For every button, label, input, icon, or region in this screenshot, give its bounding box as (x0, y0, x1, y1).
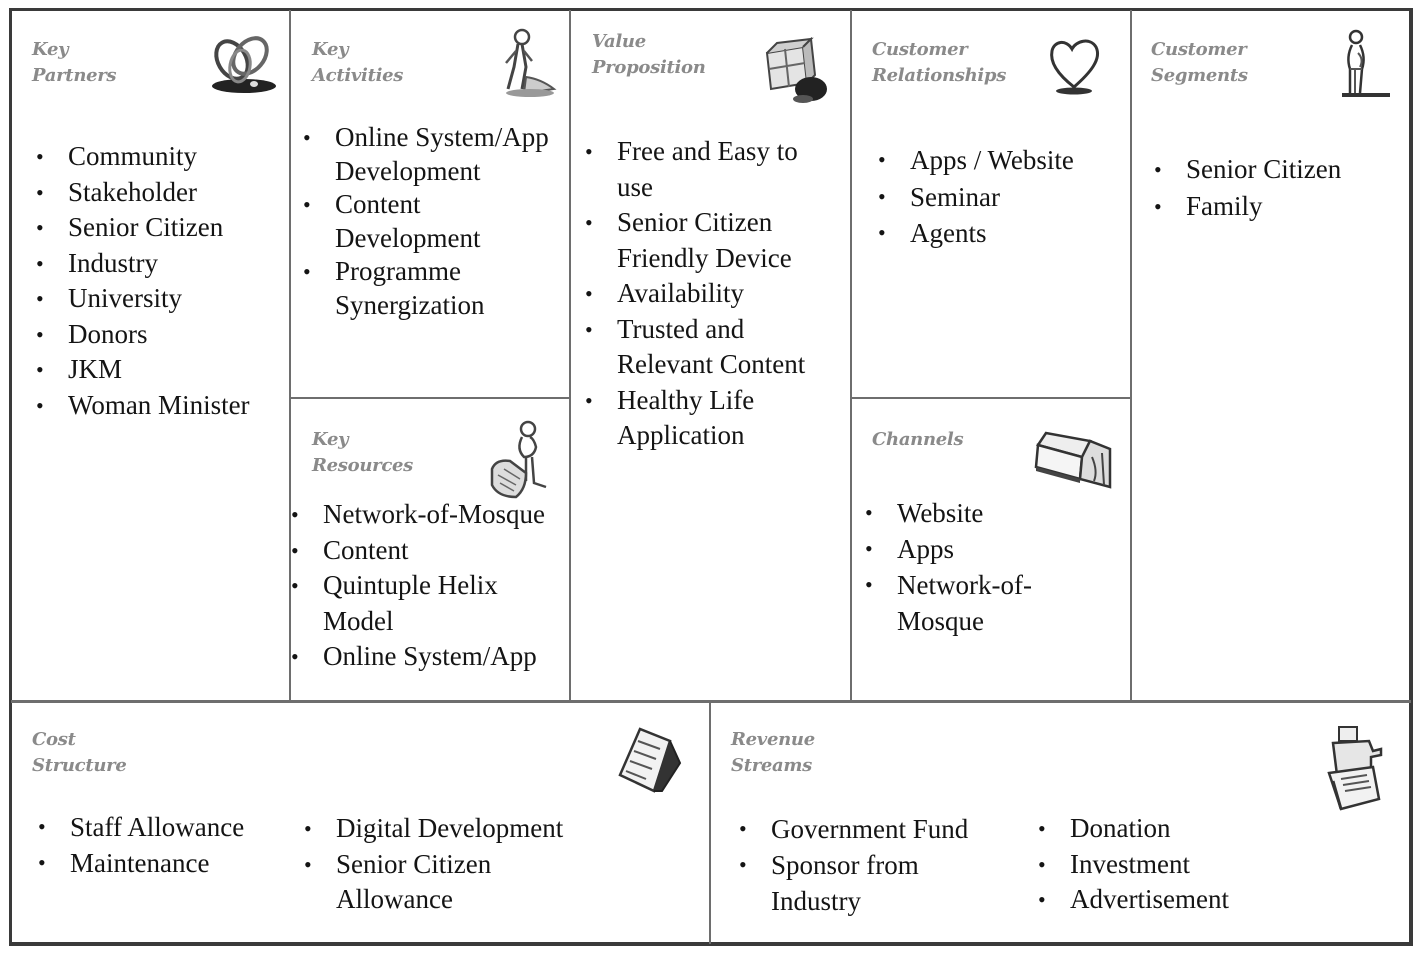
heart-icon (1044, 37, 1104, 99)
title-line: Partners (32, 65, 117, 86)
item-text: • Online System/App (323, 641, 537, 671)
list-item (878, 142, 1128, 179)
item-text: • Availability (617, 278, 744, 308)
list-item (1038, 811, 1338, 847)
list-item (585, 276, 860, 312)
item-text: Stakeholder (68, 176, 197, 207)
list-item (878, 179, 1128, 216)
list-item (291, 568, 576, 639)
item-text: • Website (897, 498, 984, 528)
item-text: Woman Minister (68, 389, 250, 420)
key-activities-title (312, 37, 403, 89)
list-item (36, 352, 291, 388)
list-item (585, 312, 860, 383)
block-key-resources (291, 399, 569, 700)
item-text: • Quintuple Helix (323, 570, 498, 600)
list-item (36, 246, 291, 282)
receipt-icon (610, 721, 690, 797)
item-text: Seminar (910, 181, 1000, 212)
title-line: Customer (1151, 39, 1247, 60)
list-item (36, 281, 291, 317)
list-item (291, 533, 576, 569)
item-text: use (617, 171, 653, 202)
item-text: Apps / Website (910, 145, 1074, 175)
list-item (865, 531, 1125, 567)
cost-structure-list-col2 (304, 811, 624, 918)
list-item (304, 847, 624, 918)
item-text: Senior Citizen (68, 212, 224, 242)
standing-person-icon (1336, 27, 1396, 103)
list-item (878, 215, 1128, 252)
gift-box-icon (759, 37, 831, 107)
list-item (291, 639, 576, 675)
block-customer-relationships (852, 11, 1130, 397)
list-item (585, 383, 860, 454)
title-line: Structure (32, 755, 127, 776)
item-text: Advertisement (1070, 884, 1229, 914)
list-item (1038, 847, 1338, 883)
title-line: Channels (872, 429, 964, 450)
item-text: • Government Fund (771, 814, 969, 844)
value-proposition-title (592, 29, 706, 81)
list-item (1154, 151, 1404, 188)
list-item (303, 121, 573, 188)
title-line: Key (312, 39, 349, 60)
revenue-streams-list-col2 (1038, 811, 1338, 918)
person-working-icon (496, 27, 558, 99)
item-text: • Sponsor from (771, 850, 919, 880)
item-text: Mosque (897, 606, 984, 636)
delivery-truck-icon (1032, 427, 1116, 497)
item-text: Relevant Content (617, 349, 806, 379)
customer-segments-title (1151, 37, 1248, 89)
item-text: • Content (323, 534, 409, 565)
item-text: • Network-of-Mosque (323, 499, 545, 529)
item-text: • Programme (335, 256, 461, 286)
key-partners-title (32, 37, 116, 89)
list-item (36, 388, 291, 424)
cost-structure-list-col1 (38, 809, 298, 881)
item-text: Agents (910, 218, 987, 248)
list-item (585, 134, 860, 205)
item-text: Industry (771, 886, 861, 916)
item-text: • Senior Citizen (617, 207, 773, 237)
customer-segments-list (1154, 151, 1404, 225)
channels-title (872, 427, 963, 453)
list-item (38, 809, 298, 845)
item-text: Friendly Device (617, 242, 792, 273)
title-line: Relationships (872, 65, 1007, 86)
item-text: • Healthy Life (617, 384, 755, 415)
block-key-partners (12, 11, 289, 700)
revenue-streams-list-col1 (739, 811, 1039, 919)
list-item (36, 317, 291, 353)
list-item (36, 139, 291, 175)
title-line: Streams (731, 755, 812, 776)
key-resources-list (291, 497, 576, 675)
title-line: Key (32, 39, 69, 60)
key-resources-title (312, 427, 413, 479)
item-text: Model (323, 605, 394, 636)
list-item (865, 495, 1125, 531)
item-text: Community (68, 141, 198, 171)
list-item (303, 255, 573, 322)
item-text: Donors (68, 318, 148, 349)
key-activities-list (303, 121, 573, 322)
block-cost-structure (12, 703, 709, 943)
item-text: • Trusted and (617, 313, 745, 344)
item-text: Maintenance (70, 848, 210, 878)
cost-structure-title (32, 727, 126, 779)
item-text: Donation (1070, 813, 1171, 843)
block-revenue-streams (711, 703, 1410, 943)
title-line: Customer (872, 39, 968, 60)
item-text: University (68, 283, 182, 313)
block-channels (852, 399, 1130, 700)
title-line: Revenue (731, 729, 815, 750)
item-text: • Online System/App (335, 122, 549, 152)
list-item (36, 175, 291, 211)
customer-relationships-list (878, 142, 1128, 252)
list-item (304, 811, 624, 847)
cash-register-icon (1319, 721, 1389, 815)
item-text: • Network-of- (897, 570, 1032, 600)
list-item (1038, 882, 1338, 918)
item-text: Staff Allowance (70, 812, 245, 842)
list-item (1154, 188, 1404, 225)
channels-list (865, 495, 1125, 639)
item-text: • Digital Development (336, 813, 564, 843)
item-text: • Senior Citizen (336, 848, 492, 879)
item-text: • Apps (897, 534, 955, 564)
title-line: Resources (312, 455, 413, 476)
title-line: Value (592, 31, 646, 52)
revenue-streams-title (731, 727, 815, 779)
item-text: Development (335, 155, 481, 186)
item-text: Senior Citizen (1186, 154, 1342, 184)
item-text: Family (1186, 191, 1263, 221)
item-text: Synergization (335, 289, 485, 320)
key-partners-list (36, 139, 291, 423)
value-proposition-list (585, 134, 860, 454)
list-item (38, 845, 298, 881)
title-line: Key (312, 429, 349, 450)
block-customer-segments (1132, 11, 1410, 700)
list-item (36, 210, 291, 246)
list-item (303, 188, 573, 255)
item-text: Allowance (336, 884, 453, 914)
list-item (865, 567, 1125, 639)
item-text: Application (617, 420, 745, 450)
item-text: Industry (68, 247, 158, 278)
title-line: Proposition (592, 57, 706, 78)
customer-relationships-title (872, 37, 1006, 89)
factory-worker-icon (486, 419, 552, 505)
list-item (739, 847, 1039, 919)
title-line: Cost (32, 729, 76, 750)
item-text: JKM (68, 354, 123, 384)
block-key-activities (291, 11, 569, 397)
block-value-proposition (571, 11, 850, 700)
item-text: • Content (335, 189, 421, 219)
list-item (585, 205, 860, 276)
chain-links-icon (202, 28, 282, 98)
title-line: Activities (312, 65, 404, 86)
list-item (291, 497, 576, 533)
list-item (739, 811, 1039, 847)
item-text: • Free and Easy to (617, 136, 798, 166)
title-line: Segments (1151, 65, 1248, 86)
item-text: Development (335, 222, 481, 253)
item-text: Investment (1070, 848, 1190, 879)
